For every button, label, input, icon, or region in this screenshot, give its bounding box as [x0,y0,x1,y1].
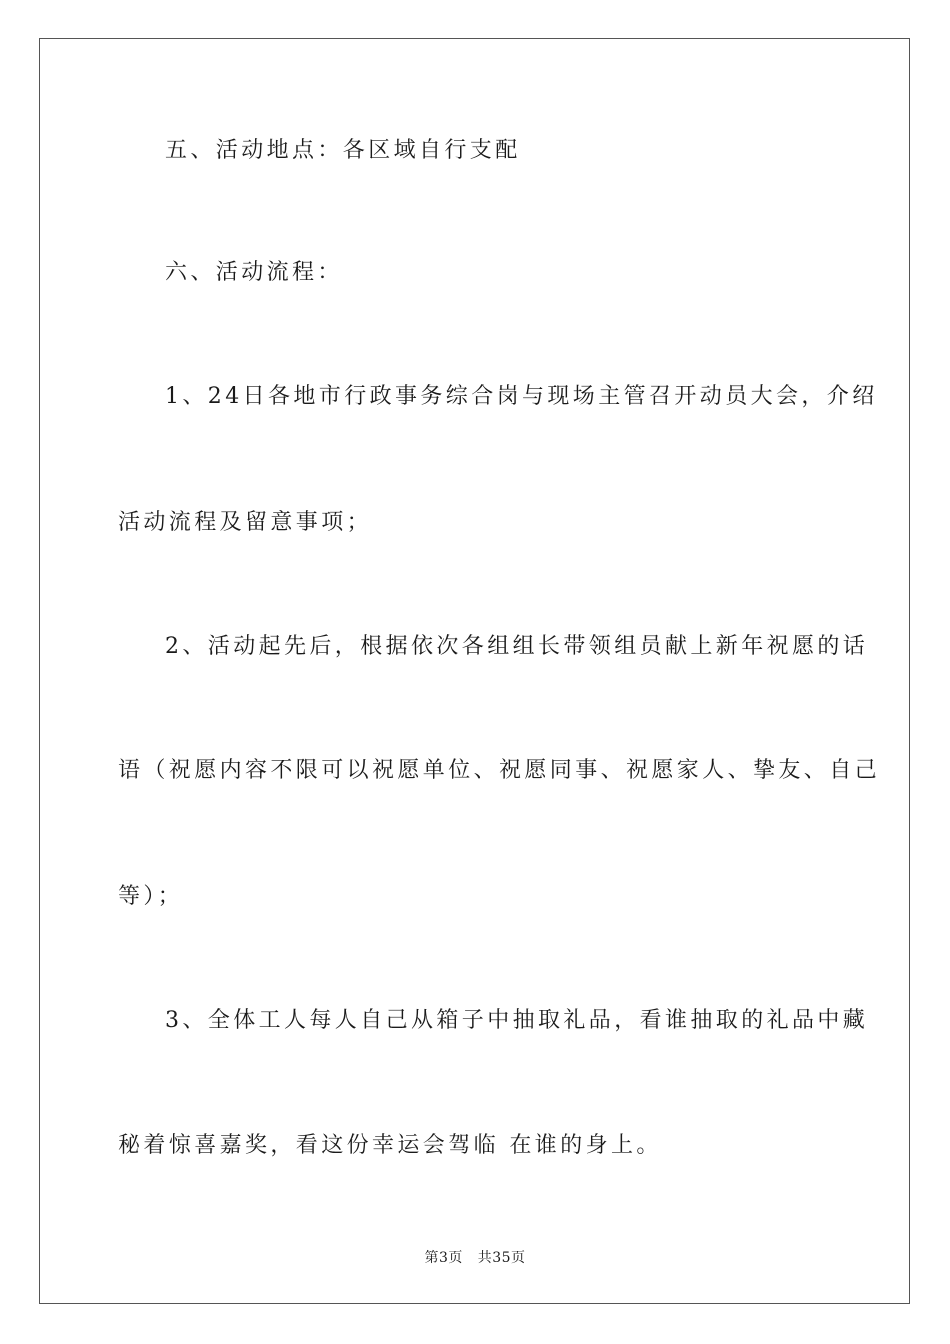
step-two-line-2: 语（祝愿内容不限可以祝愿单位、祝愿同事、祝愿家人、挚友、自己 [118,758,881,783]
step-one-line-1: 1、24日各地市行政事务综合岗与现场主管召开动员大会，介绍 [165,384,878,409]
step-three-line-2: 秘着惊喜嘉奖，看这份幸运会驾临 在谁的身上。 [118,1133,662,1158]
section-six-heading: 六、活动流程： [165,260,343,285]
step-two-line-3: 等）； [118,884,184,909]
page-border [39,38,910,1304]
section-five-location: 五、活动地点：各区域自行支配 [165,138,521,163]
step-three-line-1: 3、全体工人每人自己从箱子中抽取礼品，看谁抽取的礼品中藏 [165,1008,869,1033]
step-two-line-1: 2、活动起先后，根据依次各组组长带领组员献上新年祝愿的话 [165,634,869,659]
page-number-footer: 第3页 共35页 [424,1250,526,1266]
step-one-line-2: 活动流程及留意事项； [118,510,373,535]
